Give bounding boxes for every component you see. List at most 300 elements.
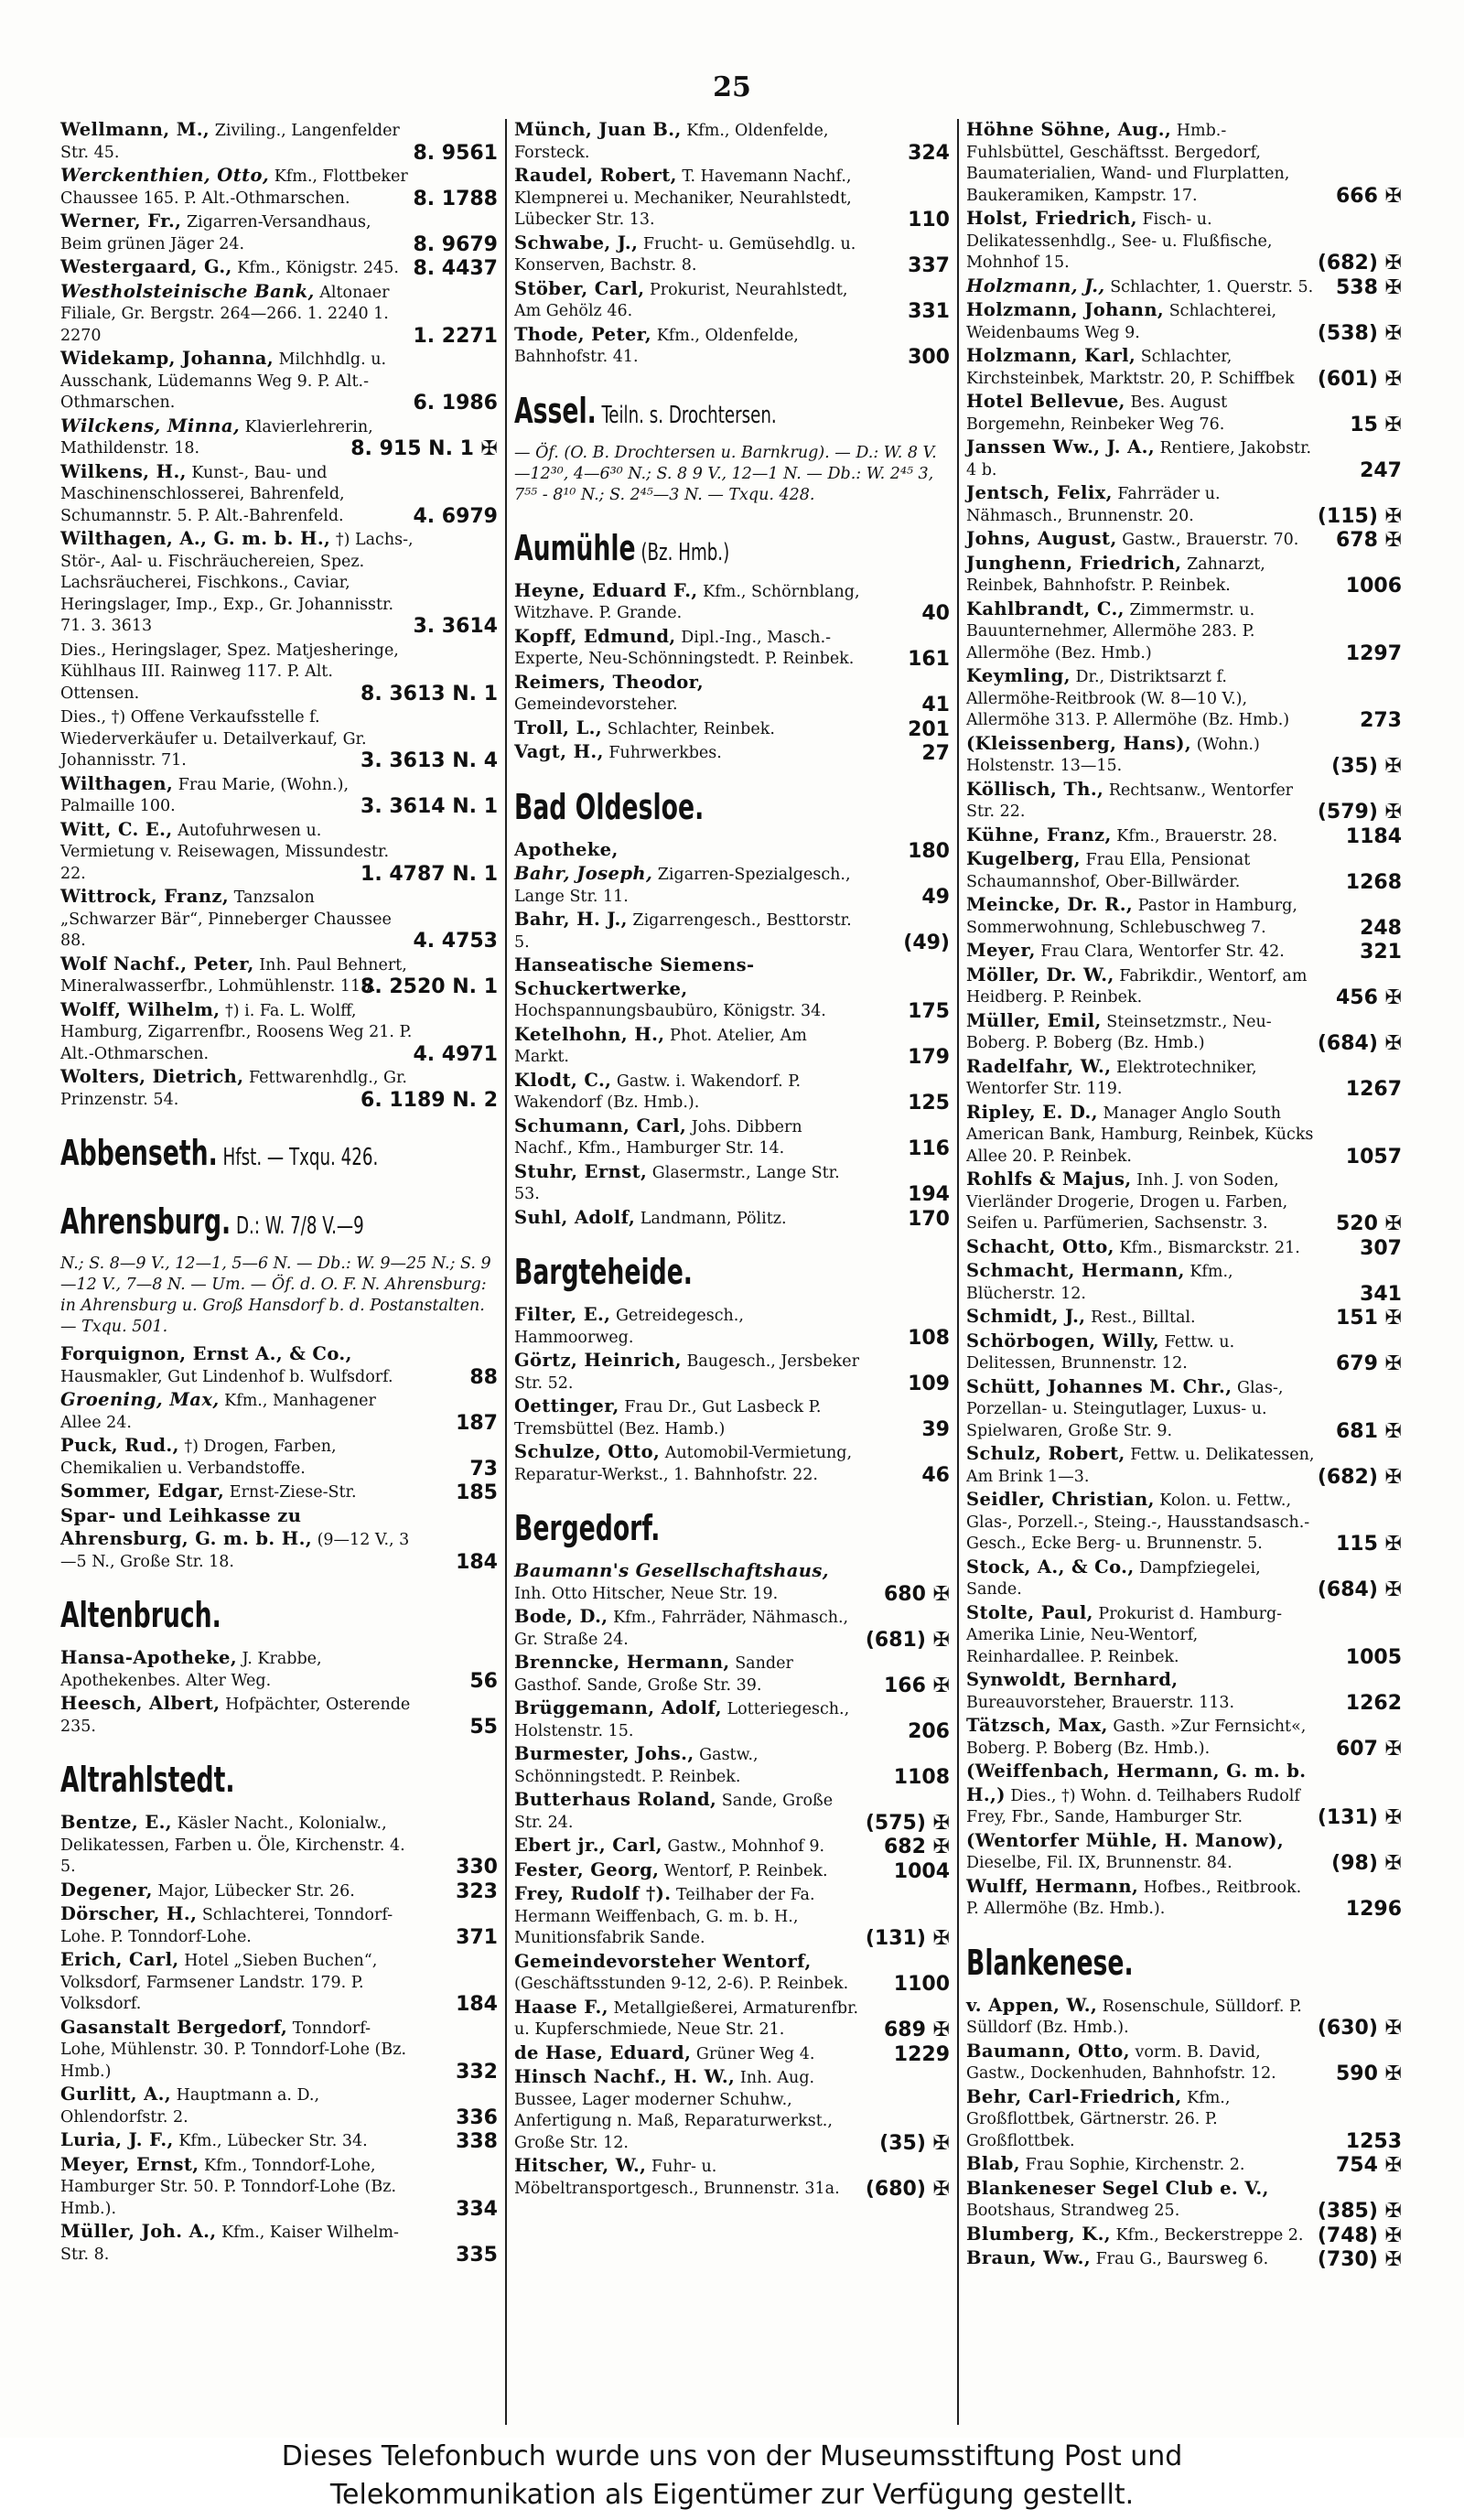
entry-details: Frau Sophie, Kirchenstr. 2. bbox=[1025, 2156, 1245, 2174]
entry-name: Spar- und Leihkasse zu Ahrensburg, G. m. b. H., bbox=[60, 1504, 313, 1549]
directory-entry bbox=[966, 1330, 1402, 1375]
entry-phone-number: 1268 bbox=[1345, 870, 1402, 894]
entry-name: Degener, bbox=[60, 1879, 153, 1901]
entry-name: Wellmann, M., bbox=[60, 119, 210, 140]
entry-phone-number: 248 bbox=[1360, 916, 1402, 940]
entry-details: Johs. Dibbern Nachf., Kfm., Hamburger Str. 14. bbox=[514, 1117, 802, 1158]
entry-name: Bahr, H. J., bbox=[514, 909, 628, 930]
entry-details: Kfm., Bismarckstr. 21. bbox=[1119, 1238, 1300, 1257]
entry-details: Rentiere, Jakobstr. 4 b. bbox=[966, 439, 1312, 479]
entry-name: Synwoldt, Bernhard, bbox=[966, 1669, 1179, 1690]
directory-entry bbox=[514, 1697, 950, 1742]
directory-entry bbox=[966, 1876, 1402, 1921]
entry-details: Hauptmann a. D., Ohlendorfstr. 2. bbox=[60, 2086, 320, 2127]
entry-name: Müller, Emil, bbox=[966, 1009, 1102, 1031]
entry-details: Fahrräder u. Nähmasch., Brunnenstr. 20. bbox=[966, 485, 1221, 525]
entry-details: Kfm., Lübecker Str. 34. bbox=[178, 2132, 368, 2150]
section-note: N.; S. 8—9 V., 12—1, 5—6 N. — Db.: W. 9—25 N.; S. 9—12 V., 7—8 N. — Um. — Öf. d. O. F. N. Ahrensburg: in Ahrensburg u. Groß Hansdorf b. d. Postanstalten. — Txqu. 501. bbox=[60, 1255, 491, 1336]
directory-entry bbox=[60, 1949, 498, 2016]
entry-phone-number: 27 bbox=[921, 742, 950, 765]
directory-entry bbox=[60, 1647, 498, 1692]
directory-entry bbox=[60, 2017, 498, 2084]
directory-entry bbox=[514, 324, 950, 369]
entry-phone-number: 273 bbox=[1360, 709, 1402, 732]
entry-details: Dr., Distriktsarzt f. Allermöhe-Reitbrook (W. 8—10 V.), Allermöhe 313. P. Allermöhe (Bz. Hmb.) bbox=[966, 668, 1290, 729]
section-heading bbox=[514, 389, 854, 437]
entry-details: (9—12 V., 3—5 N., Große Str. 18. bbox=[60, 1531, 410, 1571]
entry-phone-number: 1267 bbox=[1345, 1078, 1402, 1101]
entry-name: Wilkens, H., bbox=[60, 460, 187, 482]
entry-name: Kugelberg, bbox=[966, 848, 1081, 869]
entry-details: Inh. Paul Behnert, Mineralwasserfbr., Lohmühlenstr. 115. bbox=[60, 955, 407, 996]
entry-name: Behr, Carl-Friedrich, bbox=[966, 2085, 1182, 2107]
directory-entry bbox=[966, 964, 1402, 1009]
entry-name: Braun, Ww., bbox=[966, 2247, 1092, 2268]
entry-name: Apotheke, bbox=[514, 838, 619, 860]
entry-name: Holzmann, Johann, bbox=[966, 299, 1165, 320]
directory-entry bbox=[966, 733, 1402, 778]
directory-entry bbox=[966, 665, 1402, 732]
entry-phone-number: (601) ✠ bbox=[1317, 367, 1402, 391]
directory-entry bbox=[60, 165, 498, 210]
directory-entry bbox=[966, 2224, 1402, 2247]
entry-details: (Geschäftsstunden 9-12, 2-6). P. Reinbek. bbox=[514, 1975, 849, 1993]
entry-name: Stöber, Carl, bbox=[514, 277, 645, 299]
entry-details: Ernst-Ziese-Str. bbox=[229, 1483, 357, 1502]
entry-phone-number: 1006 bbox=[1345, 575, 1402, 598]
entry-name: Bode, D., bbox=[514, 1606, 608, 1627]
entry-phone-number: 151 ✠ bbox=[1335, 1307, 1402, 1330]
entry-name: Blab, bbox=[966, 2153, 1020, 2174]
entry-phone-number: 110 bbox=[908, 209, 950, 232]
entry-phone-number: 206 bbox=[908, 1719, 950, 1743]
entry-details: Gastw., Brauerstr. 70. bbox=[1122, 531, 1299, 549]
entry-details: Automobil-Vermietung, Reparatur-Werkst., 1. Bahnhofstr. 22. bbox=[514, 1444, 853, 1484]
section-note: — Öf. (O. B. Drochtersen u. Barnkrug). — D.: W. 8 V.—12³⁰, 4—6³⁰ N.; S. 8 9 V., 12—1 N. — Db.: W. 2⁴⁵ 3, 7⁵⁵ - 8¹⁰ N.; S. 2⁴⁵—3 N. — Txqu. 428. bbox=[514, 443, 937, 504]
entry-details: Prokurist, Neurahlstedt, Am Gehölz 46. bbox=[514, 280, 848, 320]
entry-details: Tonndorf-Lohe, Mühlenstr. 30. P. Tonndorf-Lohe (Bz. Hmb.) bbox=[60, 2019, 407, 2081]
entry-name: Bahr, Joseph, bbox=[514, 863, 653, 884]
entry-name: Raudel, Robert, bbox=[514, 165, 677, 186]
entry-details: Zimmermstr. u. Bauunternehmer, Allermöhe 283. P. Allermöhe (Bez. Hmb.) bbox=[966, 600, 1255, 662]
directory-entry bbox=[966, 1995, 1402, 2040]
entry-phone-number: 590 ✠ bbox=[1335, 2062, 1402, 2085]
entry-name: Radelfahr, W., bbox=[966, 1055, 1112, 1077]
entry-name: Schulze, Otto, bbox=[514, 1441, 661, 1462]
directory-entry bbox=[966, 2086, 1402, 2153]
entry-details: Bootshaus, Strandweg 25. bbox=[966, 2202, 1180, 2220]
entry-phone-number: 341 bbox=[1360, 1282, 1402, 1306]
entry-phone-number: 3. 3613 N. 4 bbox=[361, 749, 498, 772]
entry-phone-number: 125 bbox=[908, 1092, 950, 1115]
entry-details: Gastw., Mohnhof 9. bbox=[667, 1837, 825, 1856]
directory-entry bbox=[60, 1505, 498, 1574]
footer-notice bbox=[0, 2438, 1464, 2520]
directory-entry bbox=[966, 2153, 1402, 2177]
entry-details: Kfm., Großflottbek, Gärtnerstr. 26. P. Großflottbek. bbox=[966, 2088, 1231, 2150]
directory-entry bbox=[966, 779, 1402, 824]
entry-name: Oettinger, bbox=[514, 1395, 619, 1416]
entry-phone-number: 3. 3614 bbox=[413, 615, 498, 638]
section-suffix: Hfst. — Txqu. 426. bbox=[217, 1144, 379, 1171]
directory-entry bbox=[60, 705, 498, 772]
entry-phone-number: 1. 2271 bbox=[413, 324, 498, 348]
entry-details: Gasth. »Zur Fernsicht«, Boberg. P. Boberg (Bz. Hmb.). bbox=[966, 1718, 1307, 1758]
directory-entry bbox=[514, 278, 950, 323]
directory-entry bbox=[514, 580, 950, 625]
entry-details: Rosenschule, Sülldorf. P. Sülldorf (Bz. Hmb.). bbox=[966, 1997, 1302, 2037]
entry-name: Werckenthien, Otto, bbox=[60, 165, 270, 186]
entry-name: Stolte, Paul, bbox=[966, 1601, 1093, 1623]
directory-entry bbox=[966, 848, 1402, 893]
entry-name: Stuhr, Ernst, bbox=[514, 1160, 648, 1182]
entry-details: Major, Lübecker Str. 26. bbox=[157, 1881, 355, 1901]
directory-entry bbox=[966, 940, 1402, 964]
directory-entry bbox=[514, 1207, 950, 1231]
entry-phone-number: 1057 bbox=[1345, 1145, 1402, 1168]
entry-name: Meyer, bbox=[966, 940, 1036, 961]
entry-name: Troll, L., bbox=[514, 716, 603, 738]
directory-entry bbox=[60, 1903, 498, 1948]
entry-details: Frau Dr., Gut Lasbeck P. Tremsbüttel (Bez. Hamb.) bbox=[514, 1398, 822, 1438]
entry-phone-number: 3. 3614 N. 1 bbox=[361, 795, 498, 818]
entry-name: Holzmann, J., bbox=[966, 275, 1105, 296]
directory-entry bbox=[60, 1693, 498, 1738]
entry-phone-number: 520 ✠ bbox=[1335, 1212, 1402, 1235]
entry-name: Haase F., bbox=[514, 1996, 608, 2018]
entry-name: Dörscher, H., bbox=[60, 1903, 198, 1924]
entry-name: de Hase, Eduard, bbox=[514, 2041, 692, 2063]
entry-name: Münch, Juan B., bbox=[514, 119, 682, 140]
entry-name: Gasanstalt Bergedorf, bbox=[60, 2016, 288, 2038]
entry-name: Höhne Söhne, Aug., bbox=[966, 119, 1172, 140]
directory-entry bbox=[966, 528, 1402, 552]
entry-phone-number: 754 ✠ bbox=[1335, 2154, 1402, 2177]
entry-name: Jentsch, Felix, bbox=[966, 482, 1113, 503]
entry-details: Landmann, Pölitz. bbox=[640, 1209, 787, 1228]
directory-entry bbox=[966, 1306, 1402, 1330]
entry-details: Sander Gasthof. Sande, Große Str. 39. bbox=[514, 1654, 793, 1695]
entry-phone-number: 116 bbox=[908, 1137, 950, 1160]
entry-details: Zigarrengesch., Besttorstr. 5. bbox=[514, 911, 852, 952]
entry-details: Schlachterei, Weidenbaums Weg 9. bbox=[966, 302, 1277, 342]
directory-entry bbox=[514, 863, 950, 908]
entry-phone-number: 41 bbox=[921, 694, 950, 716]
entry-phone-number: (748) ✠ bbox=[1317, 2224, 1402, 2247]
entry-phone-number: 161 bbox=[908, 648, 950, 671]
entry-details: Sande, Große Str. 24. bbox=[514, 1792, 834, 1832]
entry-details: Kfm., Manhagener Allee 24. bbox=[60, 1392, 376, 1432]
entry-phone-number: 8. 2520 N. 1 bbox=[361, 975, 498, 998]
entry-phone-number: 8. 915 N. 1 ✠ bbox=[350, 437, 498, 460]
directory-entry bbox=[514, 1115, 950, 1160]
entry-details: Kfm., Brauerstr. 28. bbox=[1116, 826, 1278, 845]
entry-details: Manager Anglo South American Bank, Hamburg, Reinbek, Kücks Allee 20. P. Reinbek. bbox=[966, 1104, 1314, 1166]
entry-name: Wittrock, Franz, bbox=[60, 886, 230, 907]
entry-details: Fettwarenhdlg., Gr. Prinzenstr. 54. bbox=[60, 1069, 407, 1109]
directory-entry bbox=[60, 1343, 498, 1388]
entry-phone-number: 46 bbox=[921, 1463, 950, 1487]
directory-entry bbox=[514, 1441, 950, 1486]
entry-phone-number: 184 bbox=[456, 1550, 498, 1574]
directory-entry bbox=[966, 1489, 1402, 1556]
entry-phone-number: 88 bbox=[469, 1365, 498, 1389]
entry-details: J. Krabbe, Apothekenbes. Alter Weg. bbox=[60, 1650, 322, 1690]
entry-phone-number: 300 bbox=[908, 346, 950, 369]
entry-details: Kfm., Oldenfelde, Forsteck. bbox=[514, 122, 829, 162]
entry-phone-number: 324 bbox=[908, 141, 950, 165]
entry-name: Heyne, Eduard F., bbox=[514, 579, 698, 601]
entry-name: Wilthagen, bbox=[60, 772, 174, 794]
entry-name: v. Appen, W., bbox=[966, 1994, 1098, 2016]
entry-phone-number: 1229 bbox=[893, 2042, 950, 2066]
entry-details: Altonaer Filiale, Gr. Bergstr. 264—266. 1. 2240 1. 2270 bbox=[60, 283, 390, 345]
entry-details: Dipl.-Ing., Masch.-Experte, Neu-Schönningstedt. P. Reinbek. bbox=[514, 628, 855, 668]
entry-details: Inh. Otto Hitscher, Neue Str. 19. bbox=[514, 1584, 779, 1603]
section-heading bbox=[60, 1131, 402, 1179]
entry-phone-number: (35) ✠ bbox=[1331, 755, 1402, 778]
section-heading bbox=[60, 1200, 402, 1248]
entry-details: Schlachter, Kirchsteinbek, Marktstr. 20, P. Schiffbek bbox=[966, 348, 1295, 388]
entry-name: Kopff, Edmund, bbox=[514, 625, 676, 647]
directory-entry bbox=[966, 1236, 1402, 1260]
entry-details: Pastor in Hamburg, Sommerwohnung, Schlebuschweg 7. bbox=[966, 897, 1297, 937]
directory-entry bbox=[966, 1376, 1402, 1443]
entry-details: Teilhaber der Fa. Hermann Weiffenbach, G. m. b. H., Munitionsfabrik Sande. bbox=[514, 1886, 815, 1947]
entry-name: Widekamp, Johanna, bbox=[60, 348, 274, 369]
entry-details: †) i. Fa. L. Wolff, Hamburg, Zigarrenfbr., Roosens Weg 21. P. Alt.-Othmarschen. bbox=[60, 1001, 413, 1063]
directory-entry bbox=[966, 824, 1402, 848]
entry-details: Kfm., Blücherstr. 12. bbox=[966, 1263, 1233, 1303]
entry-details: Fettw. u. Delitessen, Brunnenstr. 12. bbox=[966, 1332, 1235, 1373]
entry-phone-number: 666 ✠ bbox=[1335, 184, 1402, 208]
column-3 bbox=[957, 119, 1409, 2425]
entry-name: Fester, Georg, bbox=[514, 1858, 660, 1880]
entry-phone-number: 682 ✠ bbox=[883, 1836, 950, 1858]
entry-phone-number: 334 bbox=[456, 2197, 498, 2221]
entry-phone-number: (684) ✠ bbox=[1317, 1578, 1402, 1601]
entry-details: Frucht- u. Gemüsehdlg. u. Konserven, Bachstr. 8. bbox=[514, 234, 856, 275]
entry-name: Wilthagen, A., G. m. b. H., bbox=[60, 528, 331, 549]
entry-phone-number: 8. 3613 N. 1 bbox=[361, 682, 498, 705]
entry-name: Witt, C. E., bbox=[60, 818, 173, 840]
entry-name: Westergaard, G., bbox=[60, 256, 232, 277]
entry-name: Wolters, Dietrich, bbox=[60, 1066, 244, 1087]
entry-name: Klodt, C., bbox=[514, 1069, 612, 1091]
directory-entry bbox=[60, 348, 498, 415]
entry-name: Rohlfs & Majus, bbox=[966, 1168, 1132, 1190]
entry-details: Gastw., Schönningstedt. P. Reinbek. bbox=[514, 1746, 759, 1786]
entry-phone-number: 679 ✠ bbox=[1335, 1352, 1402, 1375]
entry-details: Tanzsalon „Schwarzer Bär“, Pinneberger Chaussee 88. bbox=[60, 888, 392, 950]
directory-entry bbox=[514, 1835, 950, 1858]
entry-phone-number: 185 bbox=[456, 1481, 498, 1504]
section-heading bbox=[514, 785, 854, 834]
entry-details: Frau G., Baursweg 6. bbox=[1095, 2250, 1269, 2268]
entry-phone-number: 678 ✠ bbox=[1335, 529, 1402, 552]
entry-name: Vagt, H., bbox=[514, 741, 604, 762]
directory-entry bbox=[966, 1168, 1402, 1235]
directory-entry bbox=[514, 626, 950, 671]
entry-details: Frau Clara, Wentorfer Str. 42. bbox=[1040, 942, 1285, 961]
entry-phone-number: 247 bbox=[1360, 458, 1402, 482]
entry-phone-number: 49 bbox=[921, 885, 950, 909]
entry-details: Hotel „Sieben Buchen“, Volksdorf, Farmsener Landstr. 179. P. Volksdorf. bbox=[60, 1952, 378, 2013]
entry-phone-number: 371 bbox=[456, 1925, 498, 1949]
entry-details: T. Havemann Nachf., Klempnerei u. Mechaniker, Neurahlstedt, Lübecker Str. 13. bbox=[514, 167, 852, 229]
entry-name: Thode, Peter, bbox=[514, 323, 652, 345]
entry-details: Metallgießerei, Armaturenfbr. u. Kupferschmiede, Neue Str. 21. bbox=[514, 1998, 859, 2039]
directory-entry bbox=[514, 717, 950, 741]
entry-details: Lotteriegesch., Holstenstr. 15. bbox=[514, 1700, 850, 1740]
entry-name: Werner, Fr., bbox=[60, 210, 182, 232]
entry-name: Heesch, Albert, bbox=[60, 1693, 221, 1714]
directory-entry bbox=[966, 482, 1402, 527]
entry-details: Dampfziegelei, Sande. bbox=[966, 1558, 1261, 1599]
entry-phone-number: 170 bbox=[908, 1207, 950, 1231]
entry-phone-number: 689 ✠ bbox=[883, 2019, 950, 2041]
entry-name: Schulz, Robert, bbox=[966, 1443, 1125, 1464]
entry-phone-number: 456 ✠ bbox=[1335, 986, 1402, 1009]
directory-entry bbox=[60, 1066, 498, 1111]
section-title: Ahrensburg. bbox=[60, 1201, 231, 1242]
entry-details: Glasermstr., Lange Str. 53. bbox=[514, 1163, 840, 1203]
entry-details: Hmb.-Fuhlsbüttel, Geschäftsst. Bergedorf, Baumaterialien, Wand- und Flurplatten, Baukeramiken, Kampstr. 17. bbox=[966, 122, 1290, 205]
entry-details: Schlachter, Reinbek. bbox=[607, 719, 775, 738]
entry-name: Blankeneser Segel Club e. V., bbox=[966, 2177, 1269, 2199]
section-heading bbox=[514, 1506, 854, 1555]
directory-entry bbox=[514, 954, 950, 1023]
entry-name: Wulff, Hermann, bbox=[966, 1875, 1139, 1897]
entry-phone-number: 337 bbox=[908, 254, 950, 277]
entry-details: Dieselbe, Fil. IX, Brunnenstr. 84. bbox=[966, 1854, 1233, 1872]
entry-name: (Wentorfer Mühle, H. Manow), bbox=[966, 1829, 1285, 1851]
entry-details: Fisch- u. Delikatessenhdlg., See- u. Flußfische, Mohnhof 15. bbox=[966, 210, 1273, 272]
entry-phone-number: (680) ✠ bbox=[865, 2177, 950, 2201]
entry-phone-number: (730) ✠ bbox=[1317, 2248, 1402, 2271]
entry-name: Schumann, Carl, bbox=[514, 1115, 687, 1136]
entry-details: Fuhr- u. Möbeltransportgesch., Brunnenstr. 31a. bbox=[514, 2158, 840, 2198]
entry-details: Glas-, Porzellan- u. Steingutlager, Luxus- u. Spielwaren, Große Str. 9. bbox=[966, 1378, 1284, 1440]
entry-details: Elektrotechniker, Wentorfer Str. 119. bbox=[966, 1058, 1257, 1098]
directory-entry bbox=[514, 1560, 950, 1605]
entry-phone-number: 175 bbox=[908, 1000, 950, 1023]
entry-name: Baumann's Gesellschaftshaus, bbox=[514, 1560, 829, 1581]
entry-name: Hinsch Nachf., H. W., bbox=[514, 2066, 736, 2087]
section-suffix: Teiln. s. Drochtersen. bbox=[596, 401, 777, 429]
entry-phone-number: (385) ✠ bbox=[1317, 2200, 1402, 2223]
entry-phone-number: 109 bbox=[908, 1372, 950, 1395]
entry-name: Meincke, Dr. R., bbox=[966, 894, 1134, 915]
entry-name: Johns, August, bbox=[966, 528, 1117, 549]
entry-phone-number: 538 ✠ bbox=[1335, 275, 1402, 299]
entry-phone-number: 335 bbox=[456, 2243, 498, 2267]
directory-entry bbox=[514, 1161, 950, 1206]
directory-entry bbox=[60, 256, 498, 280]
entry-phone-number: 1262 bbox=[1345, 1691, 1402, 1715]
directory-columns bbox=[53, 119, 1411, 2425]
entry-details: Dies., †) Offene Verkaufsstelle f. Wiederverkäufer u. Detailverkauf, Gr. Johannisstr. 71. bbox=[60, 708, 367, 770]
entry-details: Kfm., Fahrräder, Nähmasch., Gr. Straße 24. bbox=[514, 1609, 849, 1649]
directory-entry bbox=[60, 1435, 498, 1480]
entry-details: Fuhrwerkbes. bbox=[608, 744, 722, 762]
entry-details: †) Drogen, Farben, Chemikalien u. Verbandstoffe. bbox=[60, 1438, 337, 1478]
directory-entry bbox=[514, 1606, 950, 1651]
directory-entry bbox=[966, 1761, 1402, 1829]
entry-name: Meyer, Ernst, bbox=[60, 2153, 199, 2175]
entry-details: Steinsetzmstr., Neu-Boberg. P. Boberg (Bz. Hmb.) bbox=[966, 1012, 1272, 1052]
entry-phone-number: 180 bbox=[908, 839, 950, 863]
directory-entry bbox=[60, 528, 498, 638]
entry-name: Schütt, Johannes M. Chr., bbox=[966, 1375, 1233, 1397]
entry-name: Hansa-Apotheke, bbox=[60, 1647, 238, 1668]
section-suffix: (Bz. Hmb.) bbox=[635, 538, 730, 566]
entry-name: Puck, Rud., bbox=[60, 1435, 179, 1456]
directory-entry bbox=[514, 909, 950, 953]
directory-entry bbox=[966, 1602, 1402, 1669]
directory-entry bbox=[60, 2084, 498, 2128]
entry-name: Brüggemann, Adolf, bbox=[514, 1697, 722, 1718]
directory-entry bbox=[60, 119, 498, 164]
entry-name: Stock, A., & Co., bbox=[966, 1556, 1135, 1578]
entry-name: Janssen Ww., J. A., bbox=[966, 436, 1156, 458]
entry-name: Burmester, Johs., bbox=[514, 1743, 694, 1764]
entry-name: Köllisch, Th., bbox=[966, 778, 1104, 800]
directory-entry bbox=[60, 2154, 498, 2221]
entry-phone-number: 6. 1189 N. 2 bbox=[361, 1088, 498, 1112]
entry-phone-number: 4. 4753 bbox=[413, 930, 498, 953]
directory-entry bbox=[60, 281, 498, 348]
entry-details: Schlachterei, Tonndorf-Lohe. P. Tonndorf-Lohe. bbox=[60, 1906, 393, 1946]
directory-entry bbox=[514, 2042, 950, 2066]
entry-name: Brenncke, Hermann, bbox=[514, 1652, 730, 1673]
entry-details: Prokurist d. Hamburg-Amerika Linie, Neu-Wentorf, Reinhardallee. P. Reinbek. bbox=[966, 1604, 1283, 1666]
entry-phone-number: 681 ✠ bbox=[1335, 1419, 1402, 1443]
entry-phone-number: 55 bbox=[469, 1715, 498, 1739]
directory-entry bbox=[966, 436, 1402, 481]
directory-entry bbox=[966, 1056, 1402, 1101]
entry-details: Gastw. i. Wakendorf. P. Wakendorf (Bz. Hmb.). bbox=[514, 1072, 802, 1112]
entry-phone-number: 4. 4971 bbox=[413, 1042, 498, 1066]
section-suffix: D.: W. 7/8 V.—9 bbox=[231, 1212, 364, 1240]
entry-name: Reimers, Theodor, bbox=[514, 671, 705, 693]
entry-phone-number: (131) ✠ bbox=[865, 1927, 950, 1950]
entry-name: Schacht, Otto, bbox=[966, 1235, 1114, 1257]
entry-phone-number: 1004 bbox=[893, 1859, 950, 1883]
directory-entry bbox=[60, 1879, 498, 1903]
entry-phone-number: (98) ✠ bbox=[1331, 1852, 1402, 1875]
entry-details: Rechtsanw., Wentorfer Str. 22. bbox=[966, 781, 1294, 821]
entry-phone-number: 8. 4437 bbox=[413, 257, 498, 280]
entry-phone-number: 680 ✠ bbox=[883, 1582, 950, 1606]
entry-name: Wilckens, Minna, bbox=[60, 415, 241, 436]
column-2 bbox=[505, 119, 957, 2425]
entry-details: Klavierlehrerin, Mathildenstr. 18. bbox=[60, 417, 373, 458]
entry-phone-number: 8. 9679 bbox=[413, 232, 498, 256]
entry-name: Hanseatische Siemens-Schuckertwerke, bbox=[514, 954, 755, 999]
entry-name: Ripley, E. D., bbox=[966, 1101, 1098, 1123]
entry-phone-number: 1184 bbox=[1345, 824, 1402, 848]
entry-details: Kfm., Tonndorf-Lohe, Hamburger Str. 50. P. Tonndorf-Lohe (Bz. Hmb.). bbox=[60, 2156, 397, 2218]
entry-details: Kfm., Beckerstreppe 2. bbox=[1115, 2225, 1304, 2245]
entry-details: Wentorf, P. Reinbek. bbox=[663, 1861, 828, 1880]
entry-phone-number: (684) ✠ bbox=[1317, 1032, 1402, 1055]
entry-phone-number: 338 bbox=[456, 2130, 498, 2153]
entry-phone-number: 187 bbox=[456, 1411, 498, 1435]
entry-phone-number: 73 bbox=[469, 1457, 498, 1481]
entry-phone-number: 307 bbox=[1360, 1236, 1402, 1260]
entry-phone-number: 108 bbox=[908, 1326, 950, 1350]
